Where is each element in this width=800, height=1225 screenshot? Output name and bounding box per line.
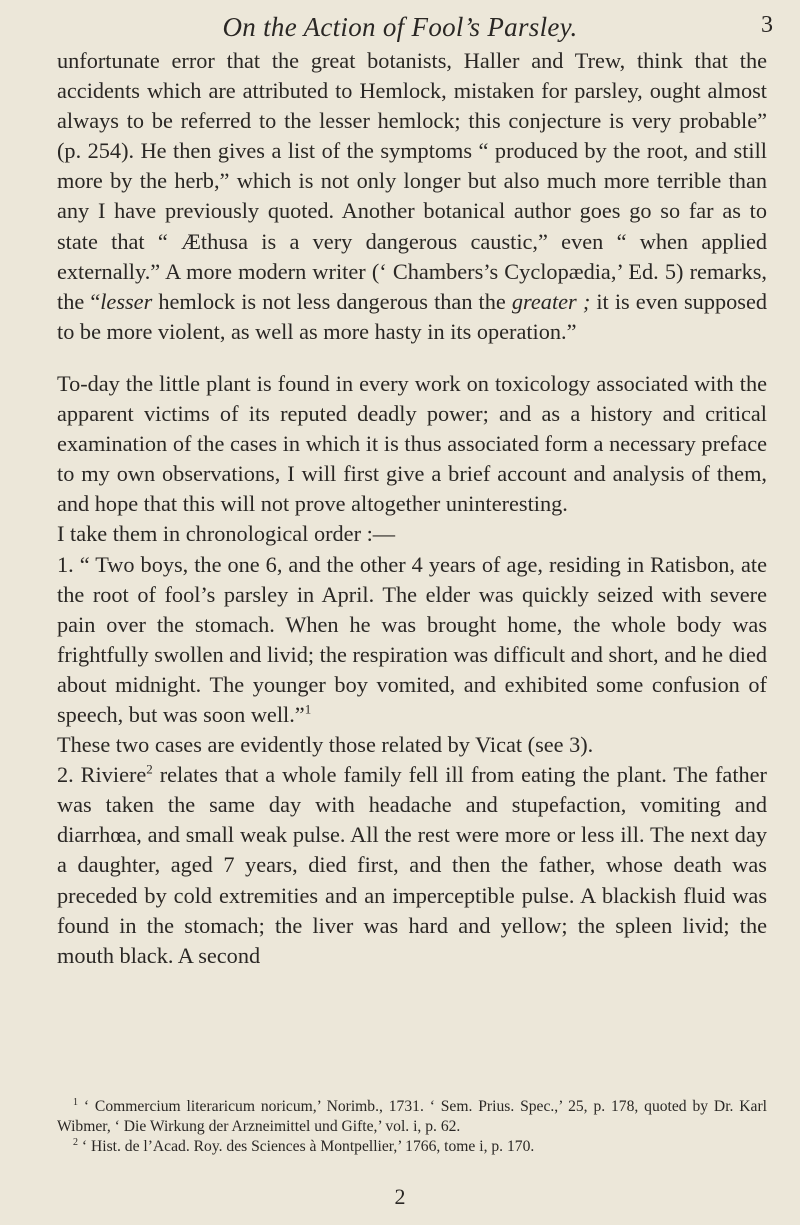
emphasis-greater: greater ; (511, 288, 591, 314)
footnote-mark-2: 2 (73, 1136, 78, 1148)
paragraph-gap (57, 347, 767, 369)
footnote-ref-2: 2 (146, 761, 153, 777)
running-title: On the Action of Fool’s Parsley. (222, 12, 578, 42)
paragraph-case-2: 2. Riviere$^2$ relates that a whole family fell ill from eating the plant. The father was taken the same day with headache and stupefaction, vomiting and diarrhœa, and small weak pulse. All the rest were more or less ill. The next day a daughter, aged 7 years, died first, and then the father, whose death was preceded by cold extremities and an imperceptible pulse. A blackish fluid was found in the stomach; the liver was hard and yellow; the spleen livid; the mouth black. A second (57, 761, 767, 968)
running-head (0, 8, 800, 48)
paragraph-chronological: I take them in chronological order :— (57, 521, 396, 547)
footnote-ref-1: 1 (304, 701, 312, 717)
footnotes (57, 1097, 767, 1157)
footnote-1: $^1$ ‘ Commercium literaricum noricum,’ Norimb., 1731. ‘ Sem. Prius. Spec.,’ 25, p. 178, quoted by Dr. Karl Wibmer, ‘ Die Wirkung der Arzneimittel und Gifte,’ vol. i, p. 62. (57, 1096, 767, 1135)
body-text (57, 46, 767, 971)
paragraph-hemlock-history: unfortunate error that the great botanists, Haller and Trew, think that the accidents which are attributed to Hemlock, mistaken for parsley, ought almost always to be referred to the lesser hemlock; this conjecture is very probable” (p. 254). He then gives a list of the symptoms “ produced by the root, and still more by the herb,” which is not only longer but also much more terrible than any I have previously quoted. Another botanical author goes go so far as to state that “ Æthusa is a very dangerous caustic,” even “ when applied externally.” A more modern writer (‘ Chambers’s Cyclopædia,’ Ed. 5) remarks, the “lesser hemlock is not less dangerous than the greater ; it is even supposed to be more violent, as well as more hasty in its operation.” (57, 48, 767, 344)
page-number: 3 (761, 12, 773, 38)
footnote-mark-1: 1 (73, 1096, 78, 1108)
emphasis-lesser: lesser (100, 288, 153, 314)
paragraph-toxicology: To-day the little plant is found in every work on toxicology associated with the apparent victims of its reputed deadly power; and as a history and critical examination of the cases in which it is thus associated form a necessary preface to my own observations, I will first give a brief account and analysis of them, and hope that this will not prove altogether uninteresting. (57, 370, 767, 517)
paragraph-vicat: These two cases are evidently those related by Vicat (see 3). (57, 732, 594, 758)
signature-mark: 2 (394, 1184, 406, 1209)
footnote-2: $^2$ ‘ Hist. de l’Acad. Roy. des Sciences à Montpellier,’ 1766, tome i, p. 170. (73, 1136, 535, 1155)
paragraph-case-1: 1. “ Two boys, the one 6, and the other 4 years of age, residing in Ratisbon, ate the root of fool’s parsley in April. The elder was quickly seized with severe pain over the stomach. When he was brought home, the whole body was frightfully swollen and livid; the respiration was difficult and short, and he died about midnight. The younger boy vomited, and exhibited some confusion of speech, but was soon well.”$^1$ (57, 551, 767, 727)
